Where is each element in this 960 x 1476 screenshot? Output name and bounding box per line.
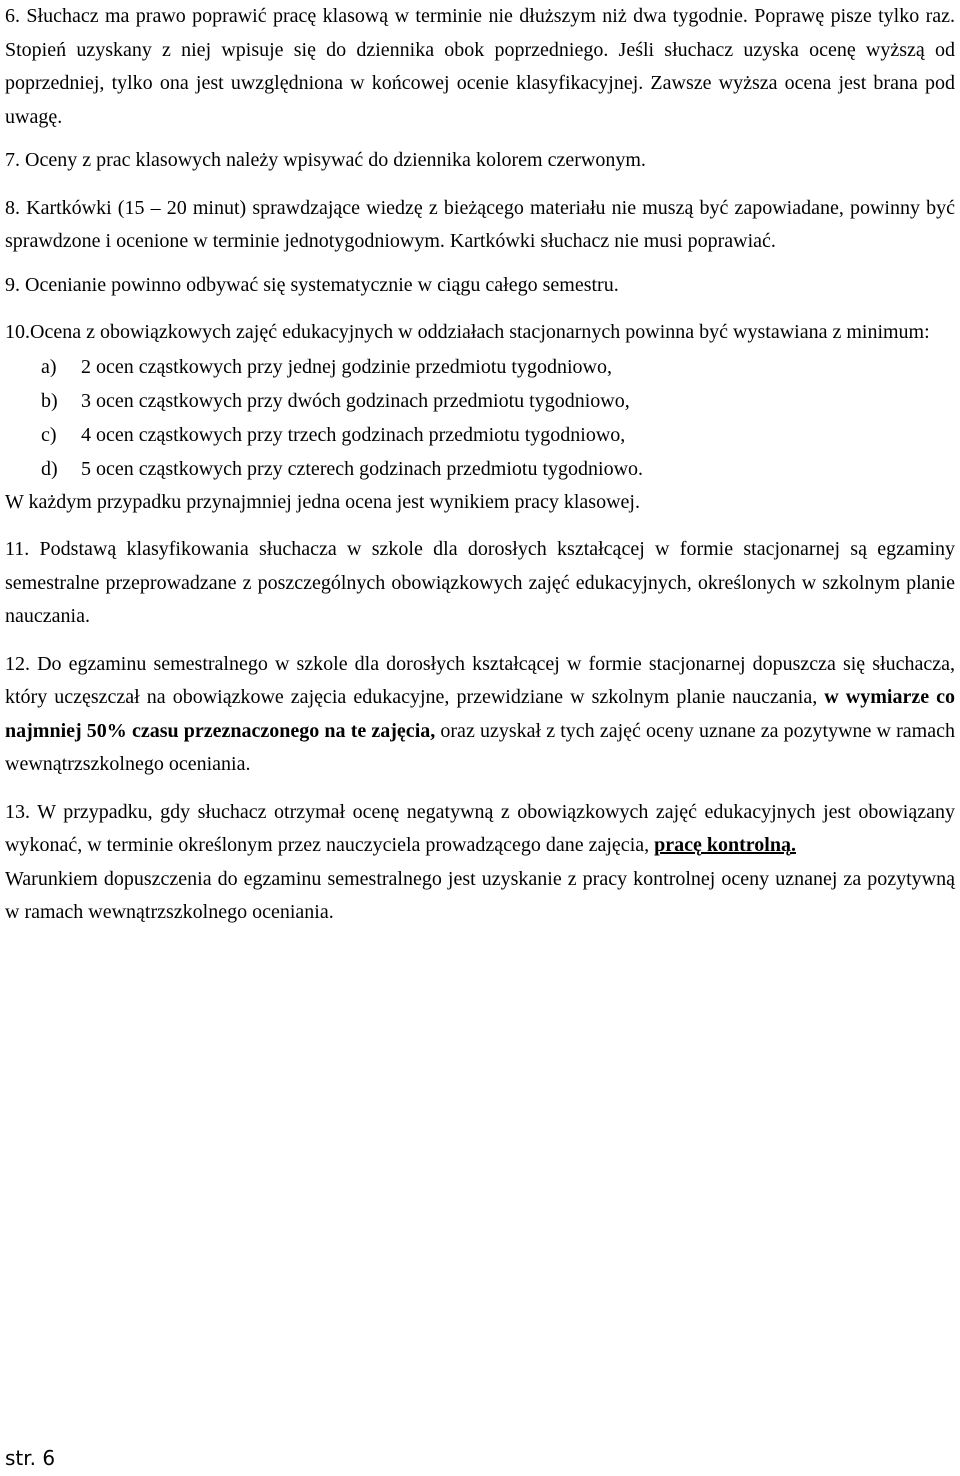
list-item-mark: c) xyxy=(41,423,57,446)
list-item-mark: b) xyxy=(41,389,58,412)
paragraph-10-outro: W każdym przypadku przynajmniej jedna ocena jest wynikiem pracy klasowej. xyxy=(5,490,640,513)
paragraph-12-text-a: 12. Do egzaminu semestralnego w szkole dla dorosłych kształcącej w formie stacjonarnej dopuszcza się słuchacza, który uczęszczał na obowiązkowe zajęcia edukacyjne, przewidziane w szkolnym planie nauczania, xyxy=(5,652,955,708)
list-item-text: 3 ocen cząstkowych przy dwóch godzinach przedmiotu tygodniowo, xyxy=(81,389,630,412)
list-item-text: 4 ocen cząstkowych przy trzech godzinach przedmiotu tygodniowo, xyxy=(81,423,626,446)
paragraph-10-intro: 10.Ocena z obowiązkowych zajęć edukacyjnych w oddziałach stacjonarnych powinna być wystawiana z minimum: xyxy=(5,321,930,343)
list-item-mark: d) xyxy=(41,457,58,480)
list-item xyxy=(5,384,955,418)
list-item xyxy=(5,452,955,486)
paragraph-12 xyxy=(5,648,955,782)
list-item xyxy=(5,418,955,452)
grade-minimum-list xyxy=(5,350,955,486)
page-number: str. 6 xyxy=(5,1446,56,1470)
list-item-text: 5 ocen cząstkowych przy czterech godzinach przedmiotu tygodniowo. xyxy=(81,457,644,480)
list-item-mark: a) xyxy=(41,355,57,378)
paragraph-8: 8. Kartkówki (15 – 20 minut) sprawdzające wiedzę z bieżącego materiału nie muszą być zapowiadane, powinny być sprawdzone i ocenione w terminie jednotygodniowym. Kartkówki słuchacz nie musi poprawiać. xyxy=(5,196,955,252)
paragraph-7: 7. Oceny z prac klasowych należy wpisywać do dziennika kolorem czerwonym. xyxy=(5,149,646,171)
list-item-text: 2 ocen cząstkowych przy jednej godzinie przedmiotu tygodniowo, xyxy=(81,355,612,378)
paragraph-13-bold: pracę kontrolną. xyxy=(654,834,796,856)
list-item xyxy=(5,350,955,384)
document-page xyxy=(5,0,955,930)
paragraph-11: 11. Podstawą klasyfikowania słuchacza w szkole dla dorosłych kształcącej w formie stacjonarnej są egzaminy semestralne przeprowadzane z poszczególnych obowiązkowych zajęć edukacyjnych, określonych w szkolnym planie nauczania. xyxy=(5,538,955,627)
paragraph-13-text-a: 13. W przypadku, gdy słuchacz otrzymał ocenę negatywną z obowiązkowych zajęć edukacyjnych jest obowiązany wykonać, w terminie określonym przez nauczyciela prowadzącego dane zajęcia, xyxy=(5,800,955,856)
paragraph-6: 6. Słuchacz ma prawo poprawić pracę klasową w terminie nie dłuższym niż dwa tygodnie. Poprawę pisze tylko raz. Stopień uzyskany z niej wpisuje się do dziennika obok poprzedniego. Jeśli słuchacz uzyska ocenę wyższą od poprzedniej, tylko ona jest uwzględniona w końcowej ocenie klasyfikacyjnej. Zawsze wyższa ocena jest brana pod uwagę. xyxy=(5,5,955,128)
paragraph-9: 9. Ocenianie powinno odbywać się systematycznie w ciągu całego semestru. xyxy=(5,273,619,296)
paragraph-13 xyxy=(5,796,955,863)
paragraph-12-bold: w wymiarze co najmniej 50% czasu przeznaczonego na te zajęcia, xyxy=(5,686,955,742)
paragraph-13-condition: Warunkiem dopuszczenia do egzaminu semestralnego jest uzyskanie z pracy kontrolnej oceny uznanej za pozytywną w ramach wewnątrzszkolnego oceniania. xyxy=(5,867,955,923)
paragraph-12-text-b: oraz uzyskał z tych zajęć oceny uznane za pozytywne w ramach wewnątrzszkolnego oceniania. xyxy=(5,719,955,775)
